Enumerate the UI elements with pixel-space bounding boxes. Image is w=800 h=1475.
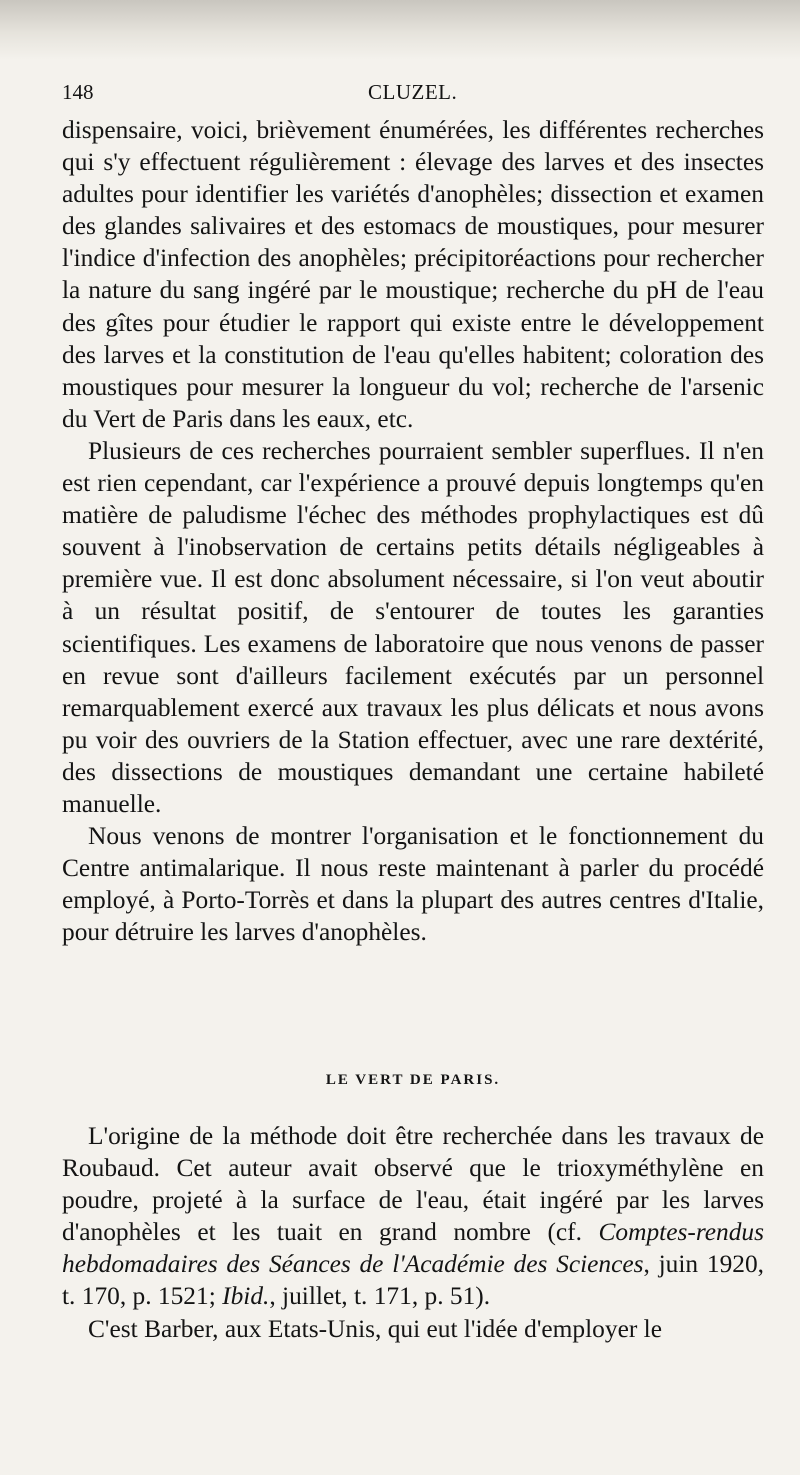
paragraph bbox=[62, 1120, 764, 1313]
text-run: , juillet, t. 171, p. 51). bbox=[269, 1282, 491, 1311]
running-head: CLUZEL. bbox=[368, 80, 458, 104]
page-number: 148 bbox=[62, 80, 94, 104]
page-header bbox=[62, 80, 762, 114]
paragraph: Nous venons de montrer l'organisation et le fonctionnement du Centre antimalarique. Il nous reste maintenant à parler du procédé employé, à Porto-Torrès et dans la plupart des autres centres d'Italie, pour détruire les larves d'anophèles. bbox=[62, 822, 764, 947]
paragraph: Plusieurs de ces recherches pourraient sembler superflues. Il n'en est rien cependant, car l'expérience a prouvé depuis longtemps qu'en matière de paludisme l'échec des méthodes prophylactiques est dû souvent à l'inobservation de certains petits détails négligeables à première vue. Il est donc absolument nécessaire, si l'on veut aboutir à un résultat positif, de s'entourer de toutes les garanties scientifiques. Les examens de laboratoire que nous venons de passer en revue sont d'ailleurs facilement exécutés par un personnel remarquablement exercé aux travaux les plus délicats et nous avons pu voir des ouvriers de la Station effectuer, avec une rare dextérité, des dissections de moustiques demandant une certaine habileté manuelle. bbox=[62, 436, 764, 818]
text-run: , juin 1920, t. 170, p. 1521; bbox=[62, 1250, 765, 1311]
paragraph: dispensaire, voici, brièvement énumérées, les différentes recherches qui s'y effectuent régulièrement : élevage des larves et des insectes adultes pour identifier les variétés d'anophèles; dissection et examen des glandes salivaires et des estomacs de moustiques, pour mesurer l'indice d'infection des anophèles; précipitoréactions pour rechercher la nature du sang ingéré par le moustique; recherche du pH de l'eau des gîtes pour étudier le rapport qui existe entre le développement des larves et la constitution de l'eau qu'elles habitent; coloration des moustiques pour mesurer la longueur du vol; recherche de l'arsenic du Vert de Paris dans les eaux, etc. bbox=[62, 116, 764, 433]
ibid-reference: Ibid. bbox=[222, 1282, 270, 1311]
section-heading: LE VERT DE PARIS. bbox=[325, 1072, 501, 1088]
scan-edge-shadow bbox=[0, 0, 800, 60]
main-text bbox=[62, 114, 764, 948]
section-text bbox=[62, 1120, 764, 1345]
text-run: L'origine de la méthode doit être recherchée dans les travaux de Roubaud. Cet auteur avait observé que le trioxyméthylène en poudre, projeté à la surface de l'eau, était ingéré par les larves d'anophèles et les tuait en grand nombre (cf. bbox=[62, 1122, 764, 1247]
citation-title: Comptes-rendus hebdomadaires des Séances de l'Académie des Sciences bbox=[62, 1218, 764, 1279]
paragraph: C'est Barber, aux Etats-Unis, qui eut l'idée d'employer le bbox=[88, 1314, 662, 1343]
